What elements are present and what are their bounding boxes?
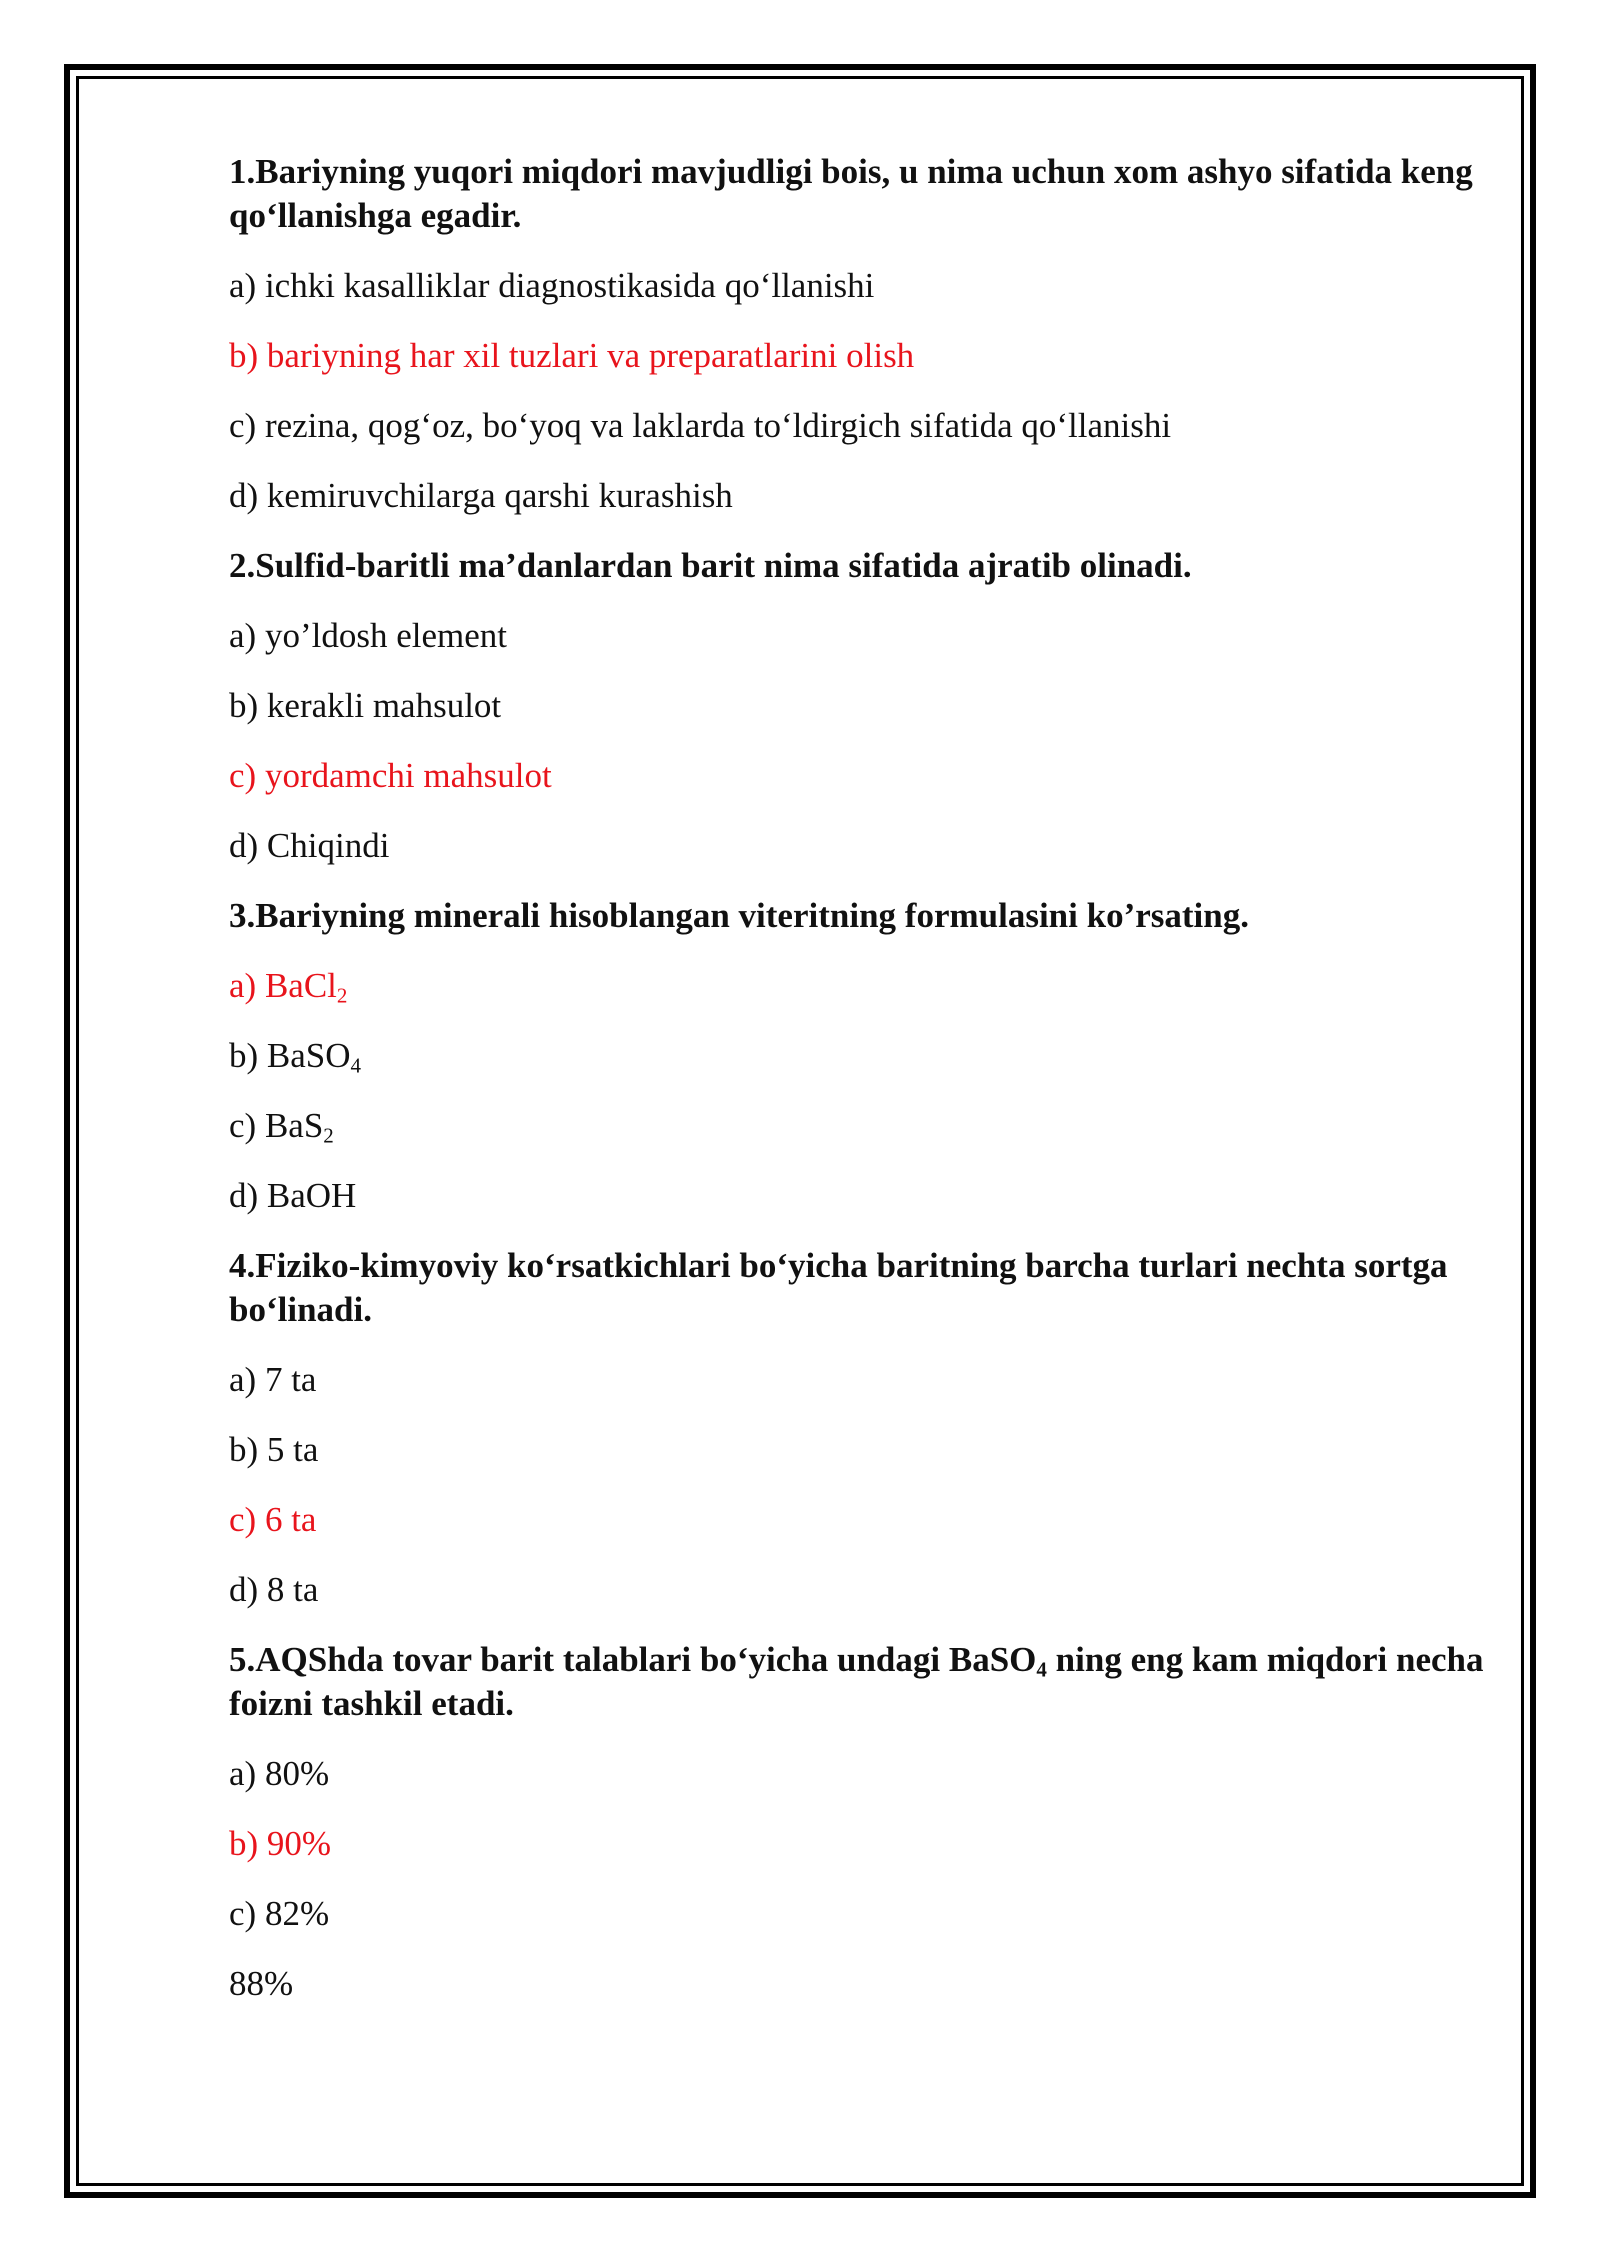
- question-4-option-a: a) 7 ta: [229, 1360, 317, 1399]
- option-formula: d) BaOH: [229, 1176, 357, 1215]
- question-1-option-c: c) rezina, qog‘oz, bo‘yoq va laklarda to‘ldirgich sifatida qo‘llanishi: [229, 406, 1172, 445]
- formula-subscript: 4: [1036, 1657, 1047, 1682]
- question-1-option-b-correct: b) bariyning har xil tuzlari va preparatlarini olish: [229, 336, 915, 375]
- question-3-option-a-correct: [229, 964, 1491, 1008]
- formula-subscript: 2: [336, 983, 348, 1008]
- question-5-text-after: ning eng kam miqdori necha foizni tashkil etadi.: [229, 1640, 1484, 1723]
- question-2-option-c-correct: c) yordamchi mahsulot: [229, 756, 552, 795]
- question-2-option-a: a) yo’ldosh element: [229, 616, 507, 655]
- question-4-text: 4.Fiziko-kimyoviy ko‘rsatkichlari bo‘yicha baritning barcha turlari nechta sortga bo‘linadi.: [229, 1246, 1448, 1329]
- question-1-text: 1.Bariyning yuqori miqdori mavjudligi bois, u nima uchun xom ashyo sifatida keng qo‘llanishga egadir.: [229, 152, 1473, 235]
- option-formula: a) BaCl: [229, 966, 337, 1005]
- option-formula: b) BaSO: [229, 1036, 351, 1075]
- question-5-option-b-correct: b) 90%: [229, 1824, 332, 1863]
- question-5-option-a: a) 80%: [229, 1754, 330, 1793]
- question-3-option-b: [229, 1034, 1491, 1078]
- question-5-option-c: c) 82%: [229, 1894, 330, 1933]
- question-2-option-b: b) kerakli mahsulot: [229, 686, 502, 725]
- question-4-option-b: b) 5 ta: [229, 1430, 319, 1469]
- question-4-option-c-correct: c) 6 ta: [229, 1500, 317, 1539]
- question-2-text: 2.Sulfid-baritli ma’danlardan barit nima sifatida ajratib olinadi.: [229, 546, 1192, 585]
- formula-subscript: 4: [350, 1053, 362, 1078]
- formula-subscript: 2: [323, 1123, 334, 1148]
- question-3-option-d: [229, 1174, 1491, 1218]
- question-2-option-d: d) Chiqindi: [229, 826, 390, 865]
- quiz-content: [229, 150, 1491, 2006]
- question-3-text: 3.Bariyning minerali hisoblangan viteritning formulasini ko’rsating.: [229, 896, 1249, 935]
- question-3-option-c: [229, 1104, 1491, 1148]
- option-formula: c) BaS: [229, 1106, 324, 1145]
- question-5-text: [229, 1638, 1491, 1726]
- question-1-option-a: a) ichki kasalliklar diagnostikasida qo‘llanishi: [229, 266, 875, 305]
- question-5-text-before: 5.AQShda tovar barit talablari bo‘yicha undagi BaSO: [229, 1640, 1037, 1679]
- question-4-option-d: d) 8 ta: [229, 1570, 319, 1609]
- question-1-option-d: d) kemiruvchilarga qarshi kurashish: [229, 476, 733, 515]
- question-5-option-d: 88%: [229, 1964, 294, 2003]
